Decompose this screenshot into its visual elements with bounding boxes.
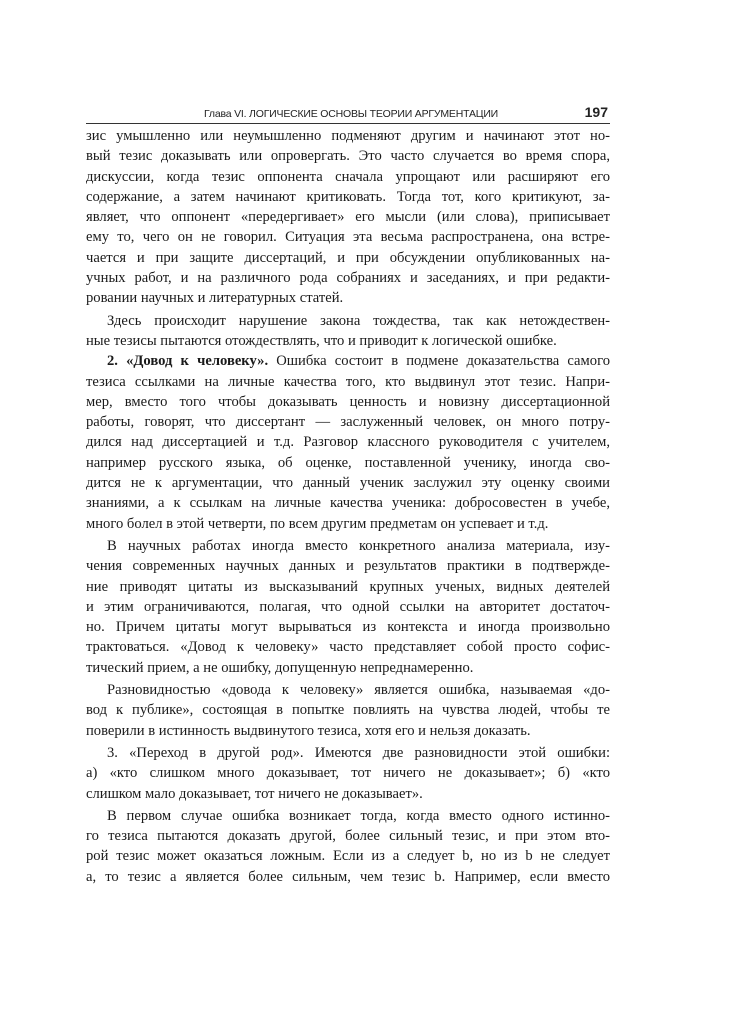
text-line: поверили в истинность выдвинутого тезиса, хотя его и нельзя доказать. [86,722,531,739]
text-line: В научных работах иногда вместо конкретного анализа материала, изу- [107,537,610,554]
text-line [86,351,610,371]
text-line: много болел в этой четверти, по всем другим предметам он успевает и т.д. [86,515,549,532]
text-line: Здесь происходит нарушение закона тождества, так как нетождествен- [107,312,610,329]
page-number: 197 [584,104,608,120]
text-line: например русского языка, об оценке, поставленной ученику, иногда сво- [86,454,610,471]
text-line: работы, говорят, что диссертант — заслуженный человек, он много потру- [86,414,610,431]
text-line: вод к публике», состоящая в попытке повлиять на чувства людей, чтобы те [86,702,610,719]
text-line: а) «кто слишком много доказывает, тот ничего не доказывает»; б) «кто [86,765,610,782]
text-line: ные тезисы пытаются отождествлять, что и приводит к логической ошибке. [86,332,557,349]
text-line: мер, вместо того чтобы доказывать ценность и новизну диссертационной [86,393,610,410]
text-line: тезиса ссылками на личные качества того, кто выдвинул этот тезис. Напри- [86,373,610,390]
text-line: 3. «Переход в другой род». Имеются две разновидности этой ошибки: [107,744,610,761]
text-line: Разновидностью «довода к человеку» является ошибка, называемая «до- [107,682,610,699]
text-line: зис умышленно или неумышленно подменяют другим и начинают этот но- [86,128,610,144]
text-line: тический прием, а не ошибку, допущенную непреднамеренно. [86,659,474,676]
text-line: но. Причем цитаты могут вырываться из контекста и иногда произвольно [86,619,610,636]
body-text [86,126,610,887]
running-head [86,104,610,124]
text-line-rest: Ошибка состоит в подмене доказательства самого [268,353,610,370]
text-line: содержание, а затем начинают критиковать. Тогда тот, кого критикуют, за- [86,188,610,205]
text-line: трактоваться. «Довод к человеку» часто представляет собой просто софис- [86,639,610,656]
text-line: дится не к аргументации, что данный ученик заслужил эту оценку своими [86,475,610,492]
text-line: вый тезис доказывать или опровергать. Это часто случается во время спора, [86,148,610,165]
header-rule [86,123,610,124]
text-line: ему то, чего он не говорил. Ситуация эта весьма распространена, она встре- [86,229,610,246]
text-line: слишком мало доказывает, тот ничего не доказывает». [86,785,423,802]
text-line: являет, что оппонент «передергивает» его мысли (или слова), приписывает [86,209,610,226]
text-line: a, то тезис a является более сильным, чем тезис b. Например, если вместо [86,868,610,885]
chapter-title: Глава VI. ЛОГИЧЕСКИЕ ОСНОВЫ ТЕОРИИ АРГУМЕНТАЦИИ [204,108,499,120]
text-line: дился над диссертацией и т.д. Разговор классного руководителя с учителем, [86,434,610,451]
text-line: ровании научных и литературных статей. [86,290,344,307]
text-line: ние приводят цитаты из высказываний крупных ученых, видных деятелей [86,578,610,595]
text-line: учных работ, и на различного рода собраниях и заседаниях, и при редакти- [86,270,610,287]
text-line: и этим ограничиваются, полагая, что одной ссылки на авторитет достаточ- [86,598,610,615]
text-line: знаниями, а к ссылкам на личные качества ученика: добросовестен в учебе, [86,495,610,512]
section-heading: 2. «Довод к человеку». [107,353,269,370]
text-line: чается и при защите диссертаций, и при обсуждении опубликованных на- [86,249,610,266]
text-line: В первом случае ошибка возникает тогда, когда вместо одного истинно- [107,807,610,824]
text-line: чения современных научных данных и результатов практики в подтвержде- [86,558,610,575]
text-line: го тезиса пытаются доказать другой, более сильный тезис, и при этом вто- [86,828,610,845]
text-line: дискуссии, когда тезис оппонента сначала упрощают или расширяют его [86,168,610,185]
text-line: рой тезис может оказаться ложным. Если из a следует b, но из b не следует [86,848,610,865]
